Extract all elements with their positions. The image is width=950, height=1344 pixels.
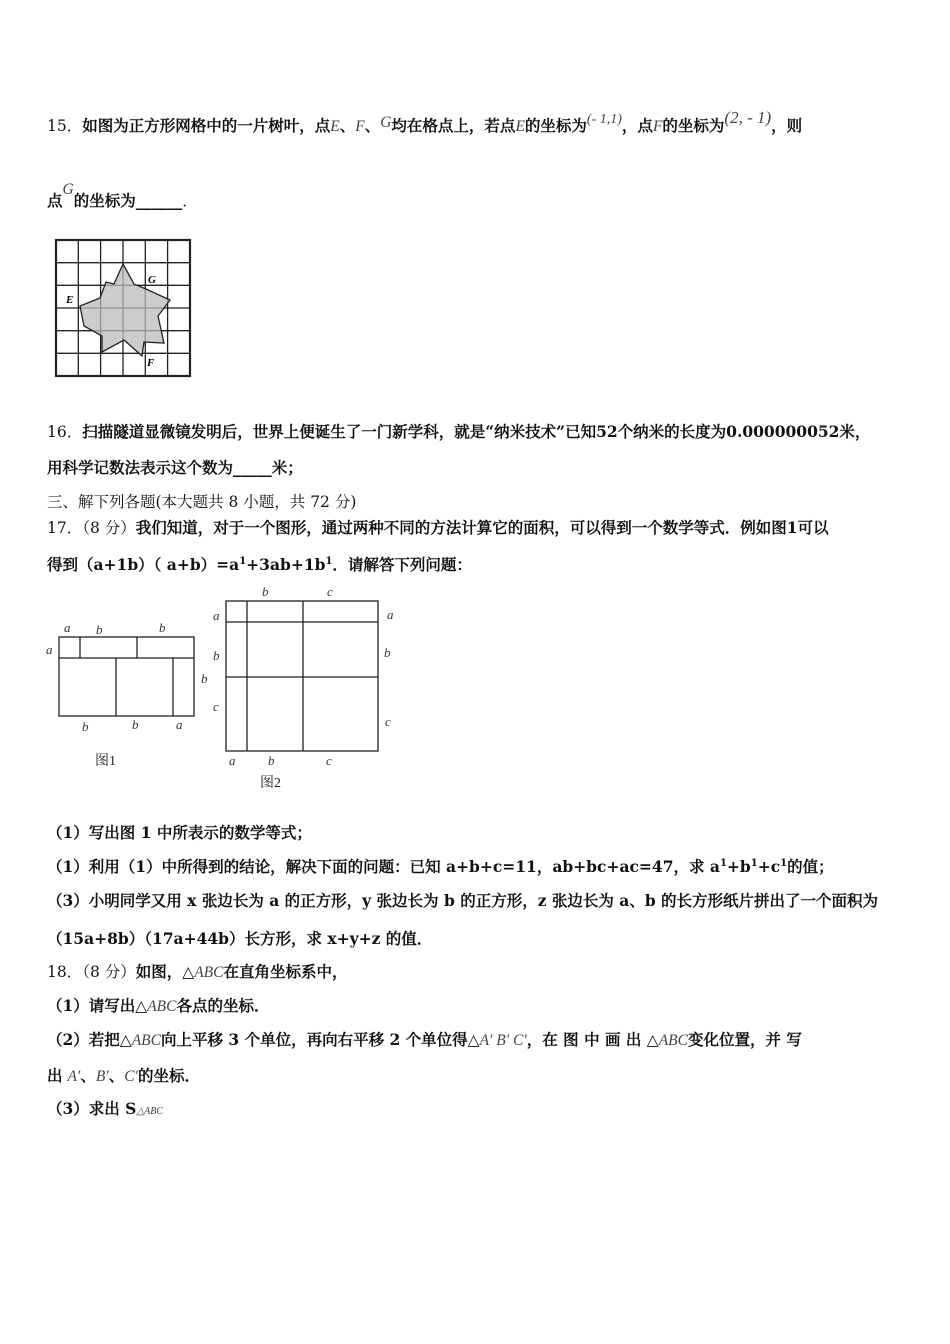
figure-1-caption: 图1	[95, 754, 116, 769]
leaf-shape	[80, 264, 170, 356]
point-G-label: G	[148, 274, 156, 286]
q18-part2-line2: 出 A′、B′、C′的坐标．	[47, 1066, 200, 1085]
svg-text:b: b	[96, 622, 103, 637]
section-3-heading: 三、解下列各题(本大题共 8 小题，共 72 分)	[47, 493, 357, 511]
svg-text:c: c	[213, 699, 219, 714]
svg-text:a: a	[213, 608, 220, 623]
svg-text:b: b	[159, 620, 166, 635]
svg-text:b: b	[268, 753, 275, 768]
q17-part2: （1）利用（1）中所得到的结论，解决下面的问题：已知 a+b+c=11，ab+bc+ac=47，求 $a^1+b^1+c^1$的值；	[47, 857, 834, 876]
leaf-grid-figure	[54, 238, 194, 380]
svg-text:c: c	[326, 753, 332, 768]
q15-line2: 点G的坐标为______．	[47, 181, 198, 210]
q15-line1: 15．如图为正方形网格中的一片树叶，点E、F、G均在格点上，若点E的坐标为(- 1,1)，点F的坐标为(2, - 1)，则	[47, 108, 803, 135]
q18-part3: （3）求出 S△ABC	[47, 1099, 163, 1118]
q17-part3-line1: （3）小明同学又用 x 张边长为 a 的正方形，y 张边长为 b 的正方形，z 张边长为 a、b 的长方形纸片拼出了一个面积为	[47, 891, 879, 910]
svg-text:b: b	[213, 648, 220, 663]
svg-text:b: b	[384, 645, 391, 660]
figure-2-caption: 图2	[260, 776, 281, 791]
q17-part1: （1）写出图 1 中所表示的数学等式；	[47, 823, 312, 842]
svg-text:b: b	[262, 584, 269, 599]
svg-text:b: b	[201, 671, 208, 686]
svg-text:a: a	[176, 717, 183, 732]
svg-text:a: a	[229, 753, 236, 768]
figure-1	[40, 615, 220, 775]
svg-text:c: c	[385, 714, 391, 729]
svg-text:a: a	[387, 607, 394, 622]
q16-line2: 用科学记数法表示这个数为_____米；	[47, 458, 303, 477]
svg-text:a: a	[64, 620, 71, 635]
svg-text:c: c	[327, 584, 333, 599]
figure-2	[205, 580, 410, 795]
q18-part2-line1: （2）若把△ABC向上平移 3 个单位，再向右平移 2 个单位得△A′ B′ C′，在 图 中 画 出 △ABC变化位置，并 写	[47, 1030, 802, 1049]
q17-part3-line2: （15a+8b）（17a+44b）长方形，求 x+y+z 的值．	[47, 929, 433, 948]
q18-line1: 18．（8 分）如图，△ABC在直角坐标系中，	[47, 962, 348, 981]
point-E-label: E	[66, 294, 74, 306]
svg-text:b: b	[82, 719, 89, 734]
point-F-label: F	[147, 357, 155, 369]
svg-text:b: b	[132, 717, 139, 732]
svg-text:a: a	[46, 642, 53, 657]
q18-part1: （1）请写出△ABC各点的坐标．	[47, 996, 270, 1015]
q17-line1: 17．（8 分）我们知道，对于一个图形，通过两种不同的方法计算它的面积，可以得到一个数学等式．例如图1可以	[47, 518, 829, 537]
q16-line1: 16．扫描隧道显微镜发明后，世界上便诞生了一门新学科，就是“纳米技术”已知52个纳米的长度为0.000000052米，	[47, 422, 871, 441]
q17-line2: 得到（a+1b）（ $a+b)=a^1+3ab+1b^1$．请解答下列问题：	[47, 555, 472, 574]
